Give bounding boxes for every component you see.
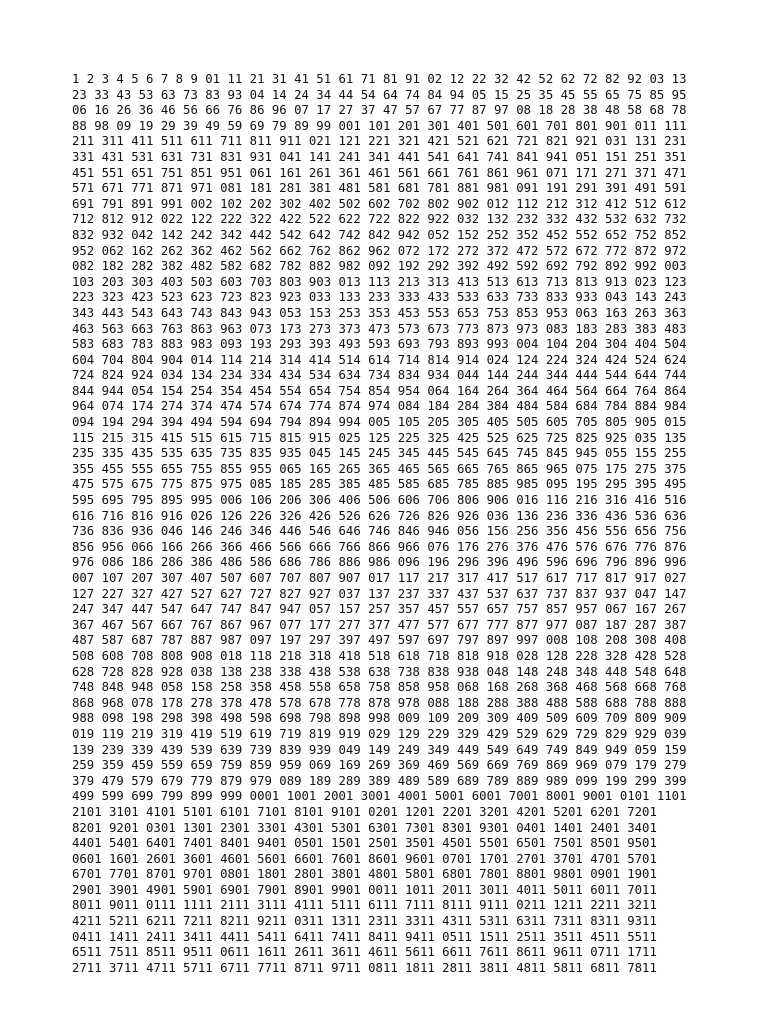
text-line: 508 608 708 808 908 018 118 218 318 418 518 618 718 818 918 028 128 228 328 428 528 <box>72 648 687 663</box>
text-line: 094 194 294 394 494 594 694 794 894 994 005 105 205 305 405 505 605 705 805 905 015 <box>72 415 687 430</box>
text-line: 355 455 555 655 755 855 955 065 165 265 365 465 565 665 765 865 965 075 175 275 375 <box>72 461 687 476</box>
text-line: 259 359 459 559 659 759 859 959 069 169 269 369 469 569 669 769 869 969 079 179 279 <box>72 758 687 773</box>
text-line: 499 599 699 799 899 999 0001 1001 2001 3001 4001 5001 6001 7001 8001 9001 0101 1101 <box>72 789 687 804</box>
text-line: 019 119 219 319 419 519 619 719 819 919 029 129 229 329 429 529 629 729 829 929 039 <box>72 726 687 741</box>
text-line: 331 431 531 631 731 831 931 041 141 241 341 441 541 641 741 841 941 051 151 251 351 <box>72 149 687 164</box>
text-line: 691 791 891 991 002 102 202 302 402 502 602 702 802 902 012 112 212 312 412 512 612 <box>72 196 687 211</box>
document-page <box>72 72 712 976</box>
text-line: 604 704 804 904 014 114 214 314 414 514 614 714 814 914 024 124 224 324 424 524 624 <box>72 352 687 367</box>
text-line: 2711 3711 4711 5711 6711 7711 8711 9711 0811 1811 2811 3811 4811 5811 6811 7811 <box>72 960 657 975</box>
text-line: 06 16 26 36 46 56 66 76 86 96 07 17 27 37 47 57 67 77 87 97 08 18 28 38 48 58 68 78 <box>72 103 687 118</box>
text-line: 007 107 207 307 407 507 607 707 807 907 017 117 217 317 417 517 617 717 817 917 027 <box>72 571 687 585</box>
text-line: 103 203 303 403 503 603 703 803 903 013 113 213 313 413 513 613 713 813 913 023 123 <box>72 274 687 289</box>
text-line: 832 932 042 142 242 342 442 542 642 742 842 942 052 152 252 352 452 552 652 752 852 <box>72 227 687 242</box>
text-line: 379 479 579 679 779 879 979 089 189 289 389 489 589 689 789 889 989 099 199 299 399 <box>72 773 687 788</box>
text-line: 4211 5211 6211 7211 8211 9211 0311 1311 2311 3311 4311 5311 6311 7311 8311 9311 <box>72 914 657 929</box>
text-line: 868 968 078 178 278 378 478 578 678 778 878 978 088 188 288 388 488 588 688 788 888 <box>72 695 687 710</box>
text-line: 6701 7701 8701 9701 0801 1801 2801 3801 4801 5801 6801 7801 8801 9801 0901 1901 <box>72 867 657 882</box>
text-line: 0411 1411 2411 3411 4411 5411 6411 7411 8411 9411 0511 1511 2511 3511 4511 5511 <box>72 929 657 944</box>
text-line: 976 086 186 286 386 486 586 686 786 886 986 096 196 296 396 496 596 696 796 896 996 <box>72 555 687 570</box>
text-line: 583 683 783 883 983 093 193 293 393 493 593 693 793 893 993 004 104 204 304 404 504 <box>72 337 687 352</box>
text-line: 23 33 43 53 63 73 83 93 04 14 24 34 44 54 64 74 84 94 05 15 25 35 45 55 65 75 85 95 <box>72 87 687 102</box>
text-line: 964 074 174 274 374 474 574 674 774 874 974 084 184 284 384 484 584 684 784 884 984 <box>72 399 687 414</box>
text-line: 595 695 795 895 995 006 106 206 306 406 506 606 706 806 906 016 116 216 316 416 516 <box>72 493 687 508</box>
text-line: 1 2 3 4 5 6 7 8 9 01 11 21 31 41 51 61 71 81 91 02 12 22 32 42 52 62 72 82 92 03 13 <box>72 72 687 86</box>
text-line: 2101 3101 4101 5101 6101 7101 8101 9101 0201 1201 2201 3201 4201 5201 6201 7201 <box>72 804 657 819</box>
text-line: 367 467 567 667 767 867 967 077 177 277 377 477 577 677 777 877 977 087 187 287 387 <box>72 617 687 632</box>
text-line: 127 227 327 427 527 627 727 827 927 037 137 237 337 437 537 637 737 837 937 047 147 <box>72 586 687 601</box>
text-line: 475 575 675 775 875 975 085 185 285 385 485 585 685 785 885 985 095 195 295 395 495 <box>72 477 687 492</box>
text-line: 724 824 924 034 134 234 334 434 534 634 734 834 934 044 144 244 344 444 544 644 744 <box>72 368 687 383</box>
text-line: 247 347 447 547 647 747 847 947 057 157 257 357 457 557 657 757 857 957 067 167 267 <box>72 602 687 617</box>
text-line: 856 956 066 166 266 366 466 566 666 766 866 966 076 176 276 376 476 576 676 776 876 <box>72 539 687 554</box>
text-line: 082 182 282 382 482 582 682 782 882 982 092 192 292 392 492 592 692 792 892 992 003 <box>72 259 687 274</box>
text-line: 223 323 423 523 623 723 823 923 033 133 233 333 433 533 633 733 833 933 043 143 243 <box>72 290 687 305</box>
text-line: 628 728 828 928 038 138 238 338 438 538 638 738 838 938 048 148 248 348 448 548 648 <box>72 664 687 679</box>
text-line: 748 848 948 058 158 258 358 458 558 658 758 858 958 068 168 268 368 468 568 668 768 <box>72 680 687 695</box>
text-line: 988 098 198 298 398 498 598 698 798 898 998 009 109 209 309 409 509 609 709 809 909 <box>72 711 687 726</box>
text-line: 451 551 651 751 851 951 061 161 261 361 461 561 661 761 861 961 071 171 271 371 471 <box>72 165 687 180</box>
text-line: 211 311 411 511 611 711 811 911 021 121 221 321 421 521 621 721 821 921 031 131 231 <box>72 134 687 149</box>
text-line: 616 716 816 916 026 126 226 326 426 526 626 726 826 926 036 136 236 336 436 536 636 <box>72 508 687 523</box>
text-line: 115 215 315 415 515 615 715 815 915 025 125 225 325 425 525 625 725 825 925 035 135 <box>72 430 687 445</box>
text-line: 712 812 912 022 122 222 322 422 522 622 722 822 922 032 132 232 332 432 532 632 732 <box>72 212 687 227</box>
text-line: 0601 1601 2601 3601 4601 5601 6601 7601 8601 9601 0701 1701 2701 3701 4701 5701 <box>72 851 657 866</box>
text-line: 952 062 162 262 362 462 562 662 762 862 962 072 172 272 372 472 572 672 772 872 972 <box>72 243 687 258</box>
text-line: 487 587 687 787 887 987 097 197 297 397 497 597 697 797 897 997 008 108 208 308 408 <box>72 633 687 648</box>
text-line: 8201 9201 0301 1301 2301 3301 4301 5301 6301 7301 8301 9301 0401 1401 2401 3401 <box>72 820 657 835</box>
text-line: 8011 9011 0111 1111 2111 3111 4111 5111 6111 7111 8111 9111 0211 1211 2211 3211 <box>72 898 657 913</box>
text-line: 6511 7511 8511 9511 0611 1611 2611 3611 4611 5611 6611 7611 8611 9611 0711 1711 <box>72 945 657 960</box>
text-line: 2901 3901 4901 5901 6901 7901 8901 9901 0011 1011 2011 3011 4011 5011 6011 7011 <box>72 882 657 897</box>
text-line: 463 563 663 763 863 963 073 173 273 373 473 573 673 773 873 973 083 183 283 383 483 <box>72 321 687 336</box>
text-line: 343 443 543 643 743 843 943 053 153 253 353 453 553 653 753 853 953 063 163 263 363 <box>72 305 687 320</box>
text-line: 571 671 771 871 971 081 181 281 381 481 581 681 781 881 981 091 191 291 391 491 591 <box>72 181 687 196</box>
text-line: 844 944 054 154 254 354 454 554 654 754 854 954 064 164 264 364 464 564 664 764 864 <box>72 383 687 398</box>
text-line: 4401 5401 6401 7401 8401 9401 0501 1501 2501 3501 4501 5501 6501 7501 8501 9501 <box>72 836 657 851</box>
text-line: 88 98 09 19 29 39 49 59 69 79 89 99 001 101 201 301 401 501 601 701 801 901 011 111 <box>72 118 687 133</box>
text-line: 736 836 936 046 146 246 346 446 546 646 746 846 946 056 156 256 356 456 556 656 756 <box>72 524 687 539</box>
text-line: 139 239 339 439 539 639 739 839 939 049 149 249 349 449 549 649 749 849 949 059 159 <box>72 742 687 757</box>
text-line: 235 335 435 535 635 735 835 935 045 145 245 345 445 545 645 745 845 945 055 155 255 <box>72 446 687 461</box>
